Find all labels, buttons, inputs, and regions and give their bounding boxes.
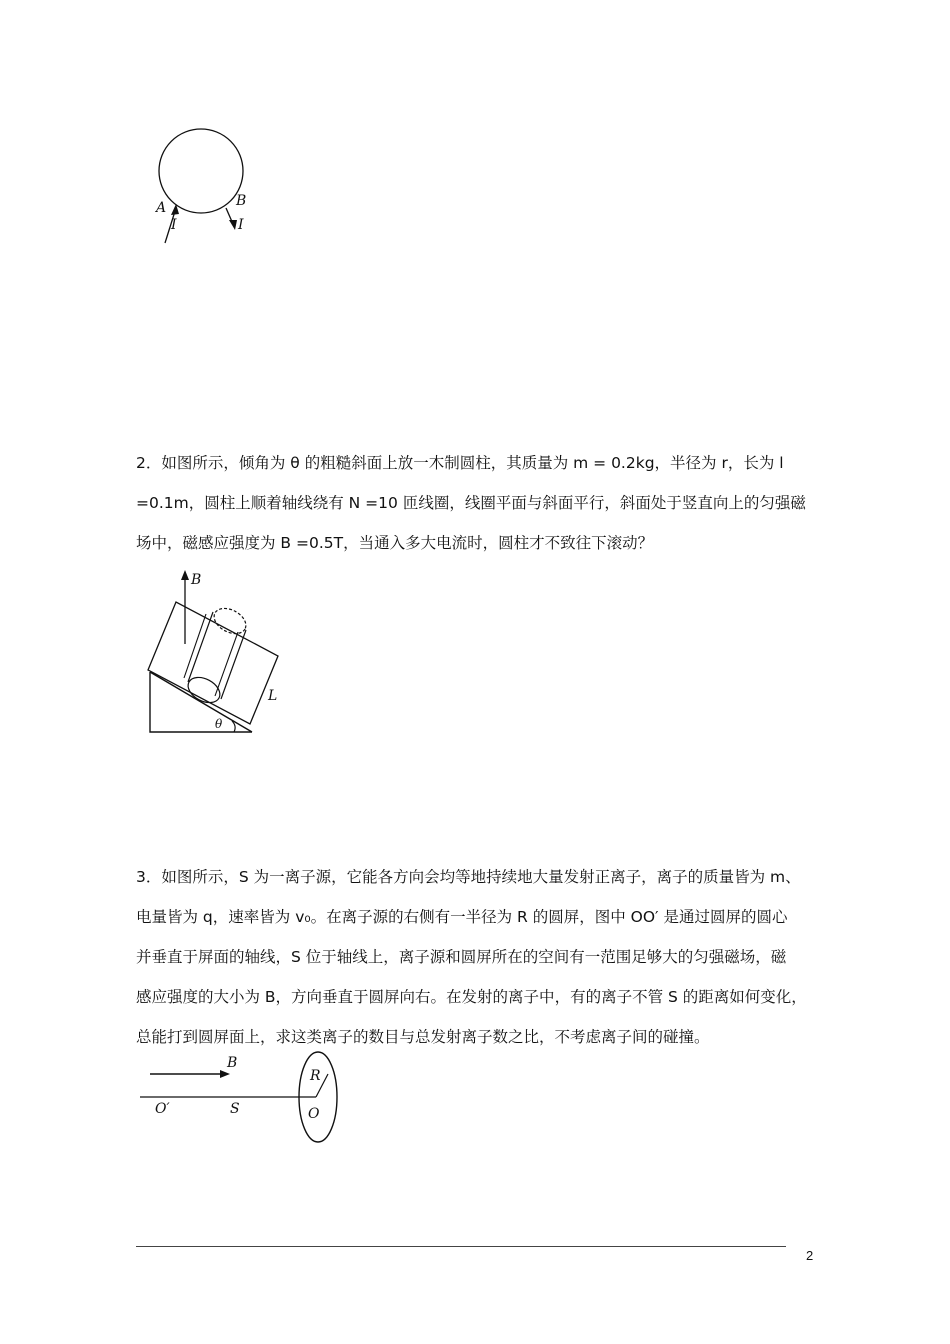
label-a: A [156,200,167,216]
label-i-out: I [238,217,244,233]
figure-ion-screen [136,1052,356,1152]
label-theta: θ [215,717,223,731]
problem-2-line-3: 场中，磁感应强度为 B =0.5T，当通入多大电流时，圆柱才不致往下滚动？ [136,534,654,552]
label-b: B [236,193,247,209]
problem-2-line-2: =0.1m，圆柱上顺着轴线绕有 N =10 匝线圈，线圈平面与斜面平行，斜面处于竖直向上的匀强磁 [136,494,806,512]
figure-circle-loop [140,120,280,260]
magnetic-field-arrowhead [220,1070,230,1078]
problem-2-line-1: 2．如图所示，倾角为 θ 的粗糙斜面上放一木制圆柱，其质量为 m = 0.2kg，半径为 r，长为 l [136,454,784,472]
label-l: L [268,688,278,704]
outgoing-arrowhead [229,220,237,230]
problem-3-line-1: 3．如图所示，S 为一离子源，它能各方向会均等地持续地大量发射正离子，离子的质量皆为 m、 [136,868,801,886]
problem-3-text [136,857,826,1057]
angle-arc [232,721,235,732]
label-r: R [310,1068,321,1084]
problem-3-line-5: 总能打到圆屏面上，求这类离子的数目与总发射离子数之比，不考虑离子间的碰撞。 [136,1028,710,1046]
problem-2-text [136,443,826,563]
label-o-prime: O′ [155,1101,170,1117]
problem-3-line-3: 并垂直于屏面的轴线，S 位于轴线上，离子源和圆屏所在的空间有一范围足够大的匀强磁场，磁 [136,948,787,966]
problem-3-line-4: 感应强度的大小为 B，方向垂直于圆屏向右。在发射的离子中，有的离子不管 S 的距离如何变化， [136,988,807,1006]
cylinder-side-right [221,630,246,699]
label-b-field: B [227,1055,238,1071]
coil-wire-1 [184,614,206,678]
page-number: 2 [806,1248,814,1263]
label-s: S [230,1101,240,1117]
cylinder-top-end [210,603,250,638]
label-b-field: B [191,572,202,588]
label-o: O [308,1106,320,1122]
current-loop-circle [159,129,243,213]
cylinder-side-left [188,612,213,682]
problem-3-line-2: 电量皆为 q，速率皆为 v₀。在离子源的右侧有一半径为 R 的圆屏，图中 OO′ 是通过圆屏的圆心 [136,908,788,926]
label-i-in: I [171,217,177,233]
coil-wire-2 [215,632,238,696]
footer-rule [136,1246,786,1247]
incline-plane-surface [148,602,278,724]
figure-incline-cylinder [140,562,300,742]
magnetic-field-arrowhead [181,570,189,580]
incline-slope [150,672,252,732]
